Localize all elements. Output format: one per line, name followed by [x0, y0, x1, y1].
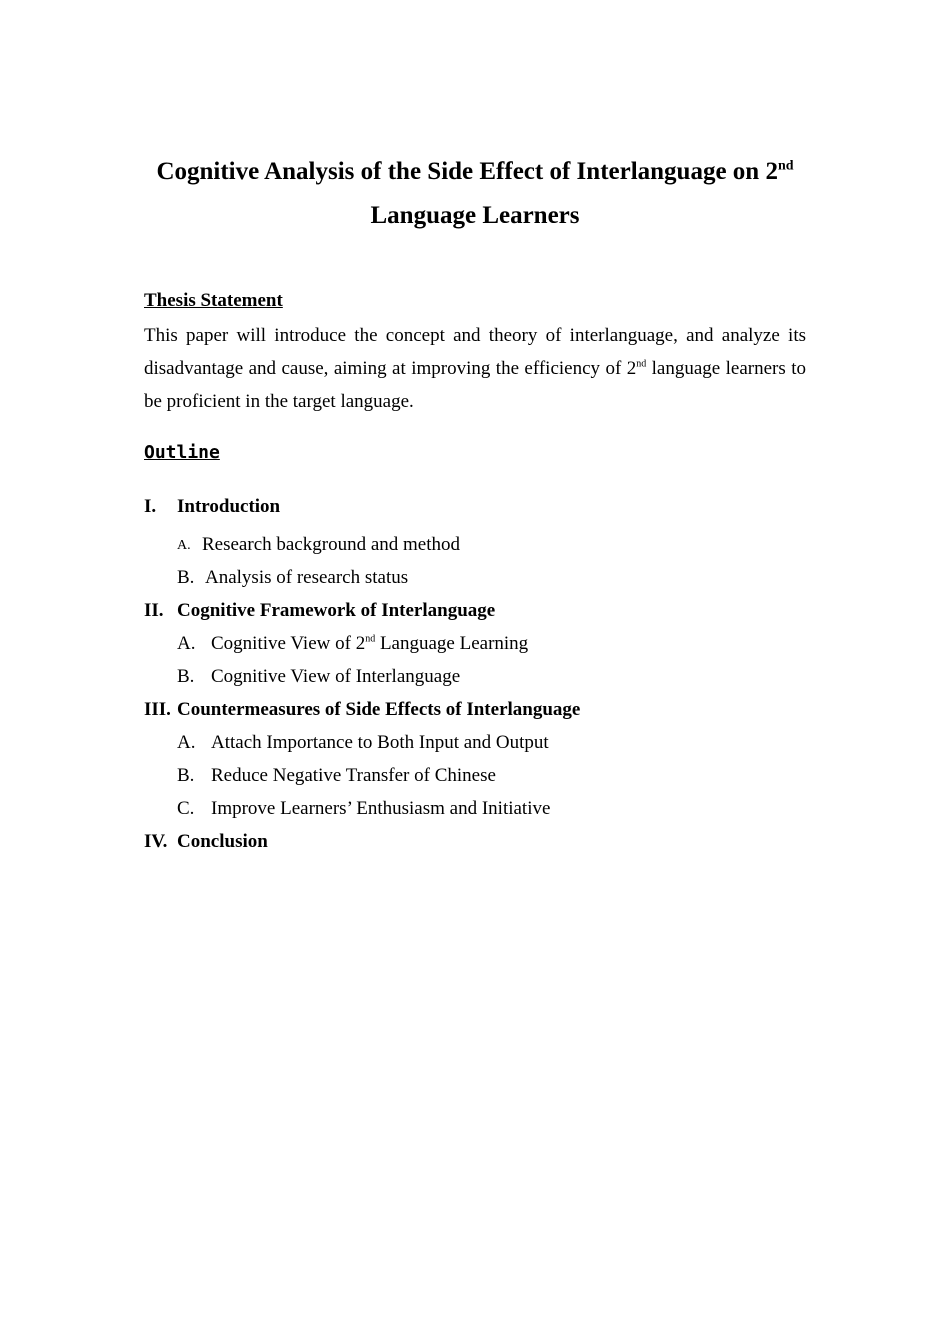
item-letter: B. [177, 666, 195, 687]
item-letter: B. [177, 765, 195, 786]
item-superscript: nd [365, 633, 376, 645]
item-label: Reduce Negative Transfer of Chinese [211, 765, 496, 786]
section-label: Countermeasures of Side Effects of Interlanguage [177, 699, 581, 720]
title-line2: Language Learners [370, 202, 580, 229]
title-superscript: nd [777, 158, 794, 174]
item-label: Improve Learners’ Enthusiasm and Initiative [211, 798, 551, 819]
section-label: Conclusion [177, 831, 268, 852]
item-letter: A. [177, 633, 196, 654]
item-label: Cognitive View of 2nd Language Learning [211, 633, 529, 654]
item-label: Attach Importance to Both Input and Output [211, 732, 549, 753]
item-letter: B. [177, 567, 195, 588]
thesis-heading: Thesis Statement [144, 290, 283, 311]
item-letter: C. [177, 798, 195, 819]
item-label: Research background and method [202, 534, 460, 555]
section-label: Introduction [177, 496, 281, 517]
item-letter: A. [177, 538, 191, 553]
item-letter: A. [177, 732, 196, 753]
item-label: Cognitive View of Interlanguage [211, 666, 461, 687]
section-numeral: I. [144, 496, 157, 517]
item-label: Analysis of research status [205, 567, 409, 588]
section-numeral: II. [144, 600, 164, 621]
section-numeral: III. [144, 699, 171, 720]
thesis-text: This paper will introduce the concept and theory of interlanguage, and analyze its disadvantage and cause, aiming at improving the efficiency of 2nd language learners to be proficient in the target language. [144, 325, 806, 412]
title-line1: Cognitive Analysis of the Side Effect of Interlanguage on 2nd [156, 158, 794, 185]
section-numeral: IV. [144, 831, 168, 852]
section-label: Cognitive Framework of Interlanguage [177, 600, 496, 621]
document-title [144, 150, 806, 238]
thesis-superscript: nd [636, 358, 647, 370]
outline-heading: Outline [144, 442, 220, 463]
